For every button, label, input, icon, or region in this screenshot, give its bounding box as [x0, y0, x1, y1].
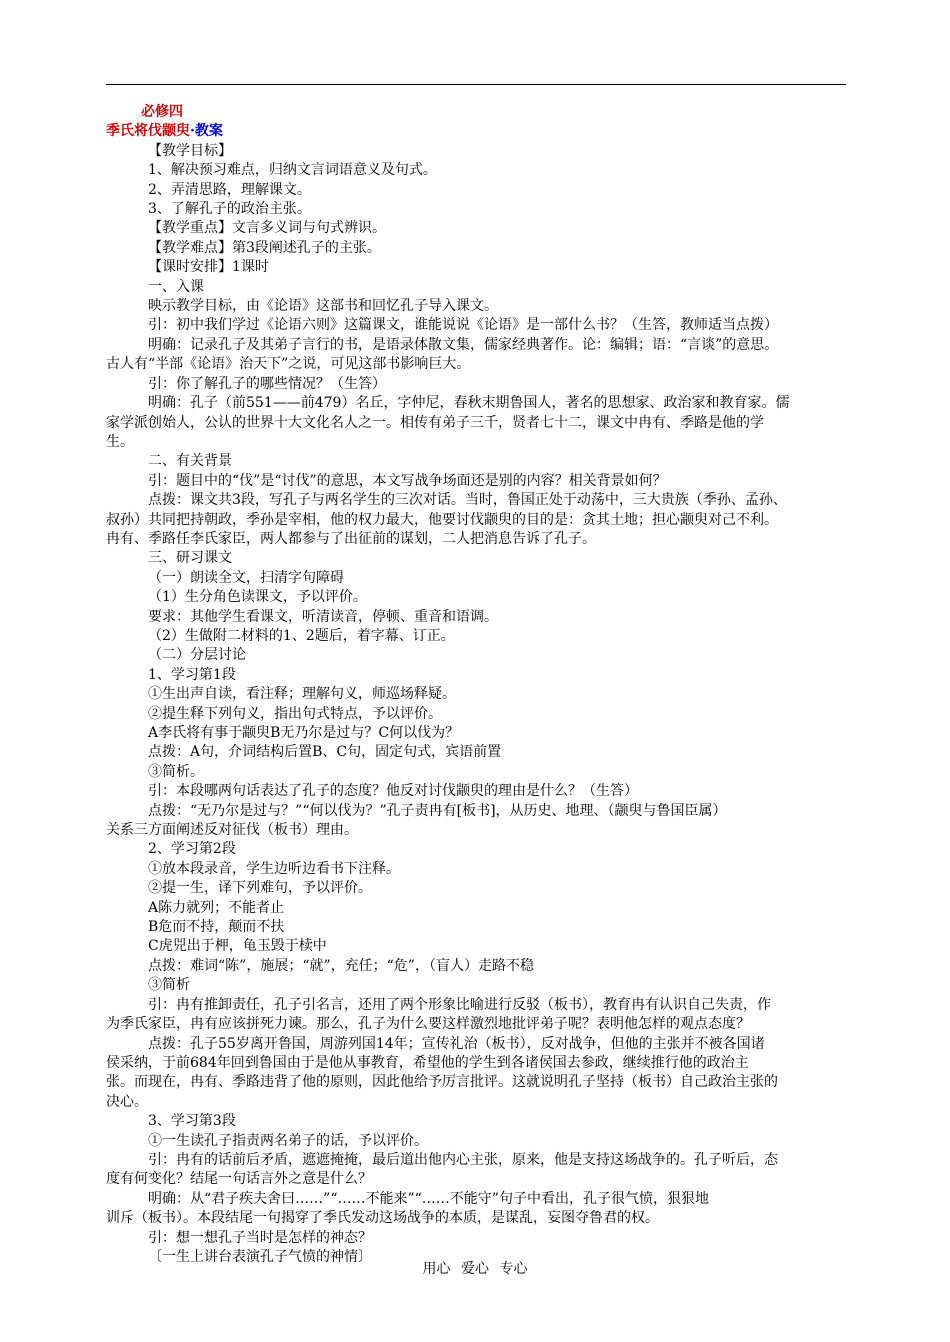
text-line: 古人有“半部《论语》治天下”之说，可见这部书影响巨大。	[106, 356, 471, 373]
text-line: 引：初中我们学过《论语六则》这篇课文，谁能说说《论语》是一部什么书？（生答，教师适当点拨）	[148, 317, 778, 334]
text-line: （2）生做附二材料的1、2题后，着字幕、订正。	[148, 627, 455, 644]
text-line: 点拨：难词“陈”，施展；“就”，充任；“危”，（盲人）走路不稳	[148, 957, 534, 974]
text-line: 明确：记录孔子及其弟子言行的书，是语录体散文集，儒家经典著作。论：编辑；语：“言谈”的意思。	[148, 336, 779, 353]
text-line: B危而不持，颠而不扶	[148, 919, 285, 936]
text-line: 1、学习第1段	[148, 666, 236, 683]
text-line: 【课时安排】1课时	[148, 259, 269, 276]
text-line: 引：你了解孔子的哪些情况？（生答）	[148, 375, 386, 392]
text-line: 〔一生上讲台表演孔子气愤的神情〕	[148, 1248, 372, 1265]
text-line: 要求：其他学生看课文，听清读音，停顿、重音和语调。	[148, 608, 498, 625]
text-line: 【教学难点】第3段阐述孔子的主张。	[148, 239, 381, 256]
text-line: 1、解决预习难点，归纳文言词语意义及句式。	[148, 162, 437, 179]
text-line: 点拨：孔子55岁离开鲁国，周游列国14年；宣传礼治（板书），反对战争，但他的主张并不被各国诸	[148, 1035, 765, 1052]
text-line: 明确：从“君子疾夫舍曰……”“……不能来”“……不能守”句子中看出，孔子很气愤，狠狠地	[148, 1190, 709, 1207]
header-rule	[106, 84, 846, 85]
text-line: A陈力就列；不能者止	[148, 899, 285, 916]
document-body	[106, 103, 846, 1267]
text-line: 3、了解孔子的政治主张。	[148, 201, 311, 218]
text-line: 侯采纳，于前684年回到鲁国由于是他从事教育，希望他的学生到各诸侯国去参政，继续推行他的政治主	[106, 1054, 749, 1071]
text-line: ①一生读孔子指责两名弟子的话，予以评价。	[148, 1132, 428, 1149]
text-line: 一、入课	[148, 278, 204, 295]
text-line: 【教学重点】文言多义词与句式辨识。	[148, 220, 386, 237]
text-line: ③简析	[148, 977, 190, 994]
text-line: 点拨：课文共3段，写孔子与两名学生的三次对话。当时，鲁国正处于动荡中，三大贵族（季孙、孟孙、	[148, 492, 787, 509]
text-line: 引：冉有推卸责任，孔子引名言，还用了两个形象比喻进行反驳（板书），教育冉有认识自己失责，作	[148, 996, 771, 1013]
page-footer: 用心 爱心 专心	[422, 1261, 528, 1277]
text-line: ②提生释下列句义，指出句式特点，予以评价。	[148, 705, 442, 722]
title-type: 教案	[194, 123, 223, 140]
title-separator: ·	[190, 123, 195, 140]
text-line: （二）分层讨论	[148, 647, 246, 664]
text-line: 三、研习课文	[148, 550, 232, 567]
text-line: 映示教学目标，由《论语》这部书和回忆孔子导入课文。	[148, 298, 498, 315]
text-line: ①生出声自读，看注释；理解句义，师巡场释疑。	[148, 686, 456, 703]
text-line: 引：题目中的“伐”是“讨伐”的意思，本文写战争场面还是别的内容？相关背景如何？	[148, 472, 667, 489]
document-title	[106, 122, 846, 141]
text-line: 为季氏家臣，冉有应该拼死力谏。那么，孔子为什么要这样激烈地批评弟子呢？表明他怎样的观点态度？	[106, 1016, 750, 1033]
series-label: 必修四	[141, 104, 183, 120]
text-line: （1）生分角色读课文，予以评价。	[148, 589, 367, 606]
lesson-plan-text	[106, 142, 846, 1268]
text-line: 引：本段哪两句话表达了孔子的态度？他反对讨伐颛臾的理由是什么？（生答）	[148, 783, 638, 800]
text-line: 训斥（板书）。本段结尾一句揭穿了季氏发动这场战争的本质，是谋乱，妄图夺鲁君的权。	[106, 1210, 659, 1227]
text-line: ②提一生，译下列难句，予以评价。	[148, 880, 372, 897]
text-line: 【教学目标】	[148, 142, 232, 159]
text-line: 3、学习第3段	[148, 1113, 236, 1130]
text-line: 点拨：“无乃尔是过与？”“何以伐为？”孔子责冉有[板书]，从历史、地理、（颛臾与鲁国臣属）	[148, 802, 727, 819]
text-line: 点拨：A句，介词结构后置B、C句，固定句式，宾语前置	[148, 744, 502, 761]
text-line: 引：冉有的话前后矛盾，遮遮掩掩，最后道出他内心主张，原来，他是支持这场战争的。孔子听后，态	[148, 1151, 778, 1168]
title-lesson: 季氏将伐颛臾	[106, 123, 190, 140]
text-line: C虎兕出于柙，龟玉毁于椟中	[148, 938, 327, 955]
text-line: （一）朗读全文，扫清字句障碍	[148, 569, 344, 586]
text-line: ①放本段录音，学生边听边看书下注释。	[148, 860, 400, 877]
text-line: 2、弄清思路，理解课文。	[148, 181, 311, 198]
text-line: 引：想一想孔子当时是怎样的神态？	[148, 1229, 372, 1246]
text-line: 二、有关背景	[148, 453, 232, 470]
text-line: 关系三方面阐述反对征伐（板书）理由。	[106, 822, 358, 839]
text-line: A李氏将有事于颛臾B无乃尔是过与？C何以伐为？	[148, 725, 460, 741]
text-line: 度有何变化？结尾一句话言外之意是什么？	[106, 1171, 372, 1188]
text-line: 生。	[106, 433, 134, 450]
text-line: 2、学习第2段	[148, 841, 236, 858]
text-line: 冉有、季路任李氏家臣，两人都参与了出征前的谋划，二人把消息告诉了孔子。	[106, 530, 596, 547]
text-line: 叔孙）共同把持朝政，季孙是宰相，他的权力最大，他要讨伐颛臾的目的是：贪其土地；担心颛臾对己不利。	[106, 511, 778, 528]
text-line: 决心。	[106, 1093, 148, 1110]
text-line: ③简析。	[148, 763, 204, 780]
text-line: 家学派创始人，公认的世界十大文化名人之一。相传有弟子三千，贤者七十二，课文中冉有、季路是他的学	[106, 414, 764, 431]
text-line: 明确：孔子（前551——前479）名丘，字仲尼，春秋末期鲁国人，著名的思想家、政治家和教育家。儒	[148, 395, 790, 412]
text-line: 张。而现在，冉有、季路违背了他的原则，因此他给予厉言批评。这就说明孔子坚持（板书）自己政治主张的	[106, 1074, 778, 1091]
